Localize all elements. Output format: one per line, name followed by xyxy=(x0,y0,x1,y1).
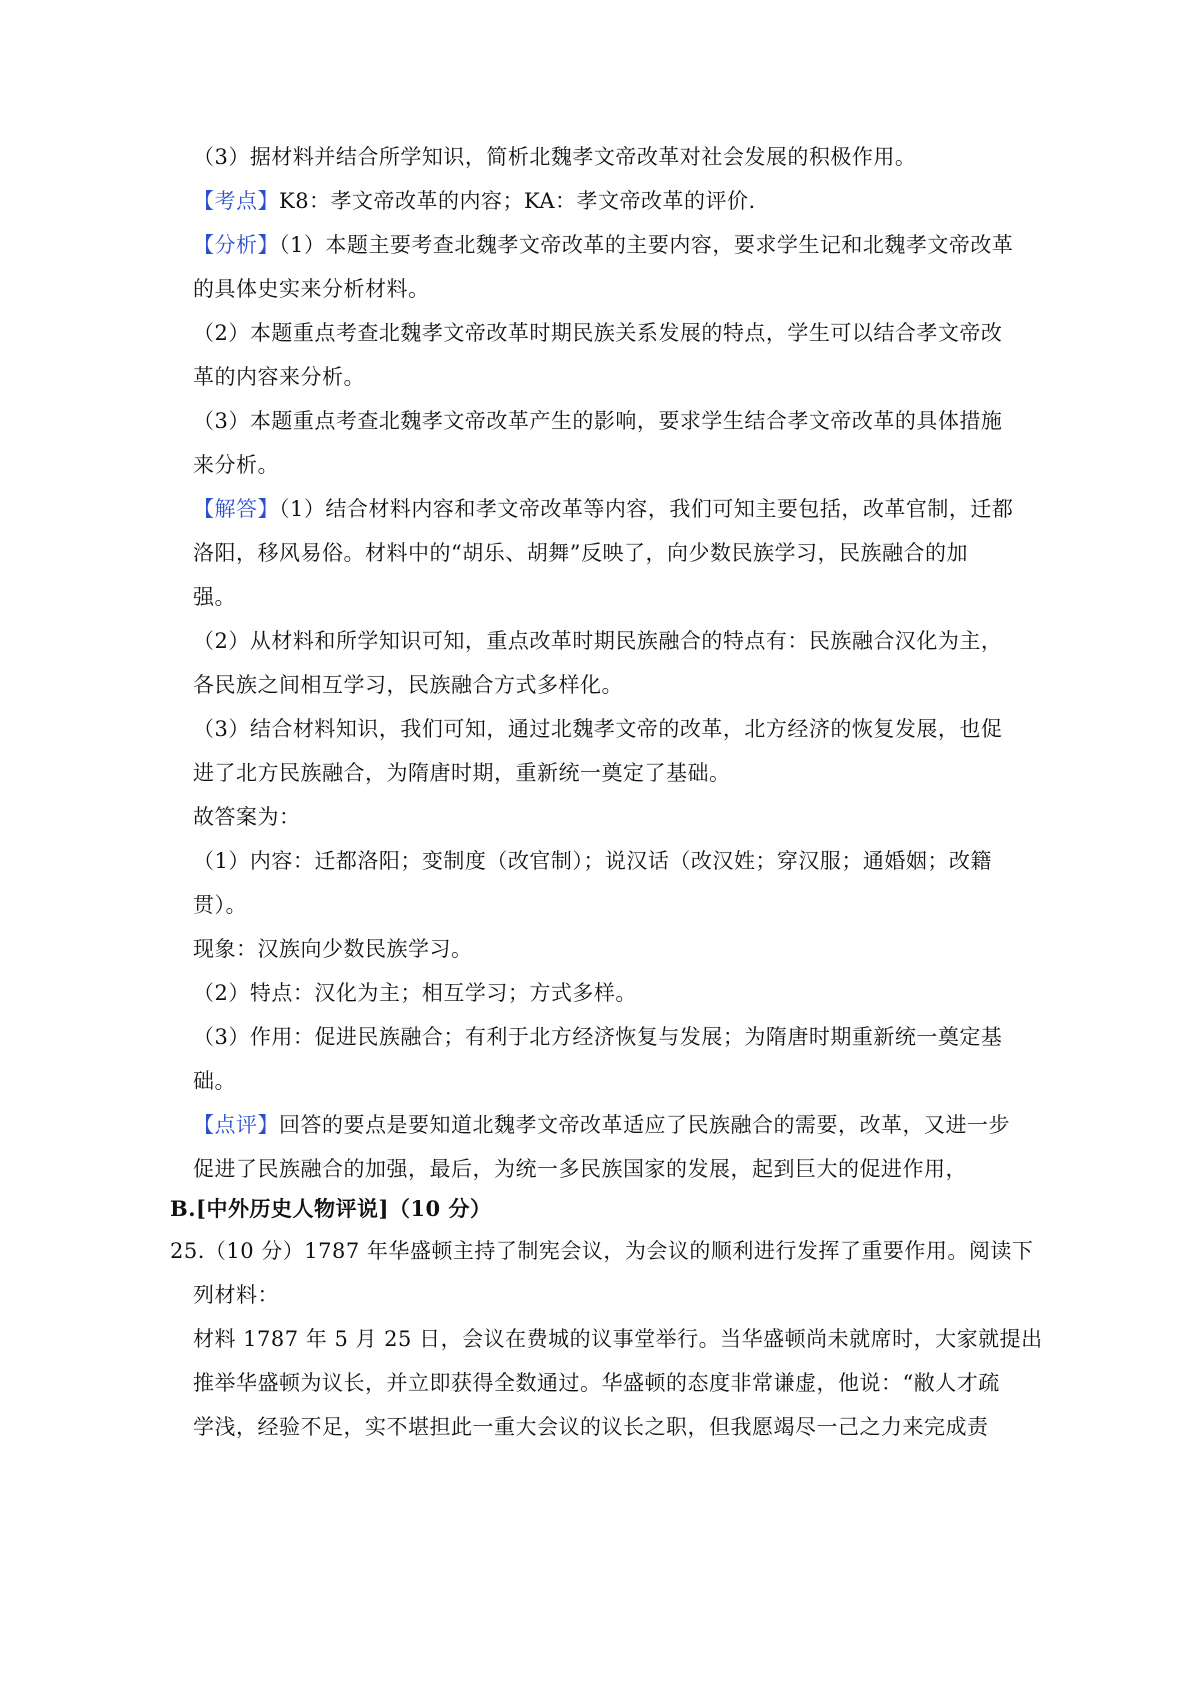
fenxi-line: 【分析】（1）本题主要考查北魏孝文帝改革的主要内容，要求学生记和北魏孝文帝改革 xyxy=(193,233,1014,257)
question-25-line: 25.（10 分）1787 年华盛顿主持了制宪会议，为会议的顺利进行发挥了重要作用。阅读下 xyxy=(170,1239,1034,1263)
fenxi-tag: 【分析】 xyxy=(193,233,279,257)
text-line: 故答案为： xyxy=(193,805,301,829)
text-line: 来分析。 xyxy=(193,453,279,477)
text-line: 推举华盛顿为议长，并立即获得全数通过。华盛顿的态度非常谦虚，他说：“敝人才疏 xyxy=(193,1371,1000,1395)
text-line: 现象：汉族向少数民族学习。 xyxy=(193,937,473,961)
text-line: 促进了民族融合的加强，最后，为统一多民族国家的发展，起到巨大的促进作用， xyxy=(193,1157,967,1181)
text-line: 洛阳，移风易俗。材料中的“胡乐、胡舞”反映了，向少数民族学习，民族融合的加 xyxy=(193,541,968,565)
dianping-tag: 【点评】 xyxy=(193,1113,279,1137)
text-line: （2）从材料和所学知识可知，重点改革时期民族融合的特点有：民族融合汉化为主， xyxy=(193,629,1003,653)
material-line: 材料 1787 年 5 月 25 日，会议在费城的议事堂举行。当华盛顿尚未就席时，大家就提出 xyxy=(193,1327,1043,1351)
text-line: 进了北方民族融合，为隋唐时期，重新统一奠定了基础。 xyxy=(193,761,731,785)
text-line: （3）本题重点考查北魏孝文帝改革产生的影响，要求学生结合孝文帝改革的具体措施 xyxy=(193,409,1003,433)
text-line: 贯）。 xyxy=(193,893,247,917)
text-line: 各民族之间相互学习，民族融合方式多样化。 xyxy=(193,673,623,697)
text-line: 革的内容来分析。 xyxy=(193,365,365,389)
jieda-tag: 【解答】 xyxy=(193,497,279,521)
text-line: （2）特点：汉化为主；相互学习；方式多样。 xyxy=(193,981,637,1005)
text-line: （2）本题重点考查北魏孝文帝改革时期民族关系发展的特点，学生可以结合孝文帝改 xyxy=(193,321,1003,345)
text-line: 学浅，经验不足，实不堪担此一重大会议的议长之职，但我愿竭尽一己之力来完成责 xyxy=(193,1415,989,1439)
text-line: （3）作用：促进民族融合；有利于北方经济恢复与发展；为隋唐时期重新统一奠定基 xyxy=(193,1025,1003,1049)
kaodian-tag: 【考点】 xyxy=(193,189,279,213)
dianping-line: 【点评】回答的要点是要知道北魏孝文帝改革适应了民族融合的需要，改革，又进一步 xyxy=(193,1113,1010,1137)
text-line: 强。 xyxy=(193,585,236,609)
text-line: 础。 xyxy=(193,1069,236,1093)
jieda-line: 【解答】（1）结合材料内容和孝文帝改革等内容，我们可知主要包括，改革官制，迁都 xyxy=(193,497,1014,521)
text-line: （3）结合材料知识，我们可知，通过北魏孝文帝的改革，北方经济的恢复发展，也促 xyxy=(193,717,1003,741)
kaodian-line: 【考点】K8：孝文帝改革的内容；KA：孝文帝改革的评价. xyxy=(193,189,756,213)
text-line: 列材料： xyxy=(193,1283,279,1307)
section-heading: B.[中外历史人物评说]（10 分） xyxy=(170,1196,492,1221)
text-line: 的具体史实来分析材料。 xyxy=(193,277,430,301)
text-line: （1）内容：迁都洛阳；变制度（改官制）；说汉话（改汉姓；穿汉服；通婚姻；改籍 xyxy=(193,849,992,873)
question-3-prompt: （3）据材料并结合所学知识，简析北魏孝文帝改革对社会发展的积极作用。 xyxy=(193,145,917,169)
